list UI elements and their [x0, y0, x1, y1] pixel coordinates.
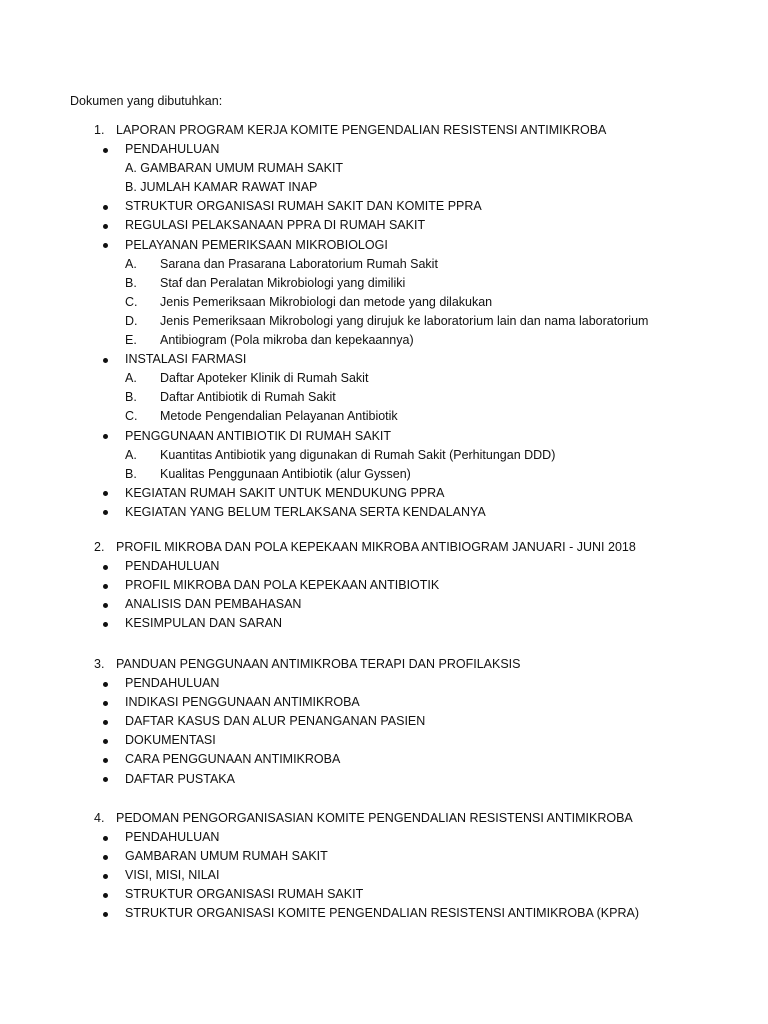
bullet-icon: [103, 622, 108, 627]
sub-item-letter: A.: [125, 447, 137, 462]
bullet-item: [0, 427, 768, 446]
bullet-item-text: PENDAHULUAN: [125, 676, 220, 691]
bullet-item-text: DAFTAR KASUS DAN ALUR PENANGANAN PASIEN: [125, 714, 426, 729]
sub-item: [0, 255, 768, 274]
bullet-icon: [103, 358, 108, 363]
bullet-item-text: VISI, MISI, NILAI: [125, 868, 220, 883]
section-title: LAPORAN PROGRAM KERJA KOMITE PENGENDALIAN RESISTENSI ANTIMIKROBA: [116, 123, 607, 137]
section-1: [0, 121, 768, 522]
sub-item-text: Jenis Pemeriksaan Mikrobiologi dan metode yang dilakukan: [160, 294, 493, 309]
bullet-icon: [103, 205, 108, 210]
sub-item: [0, 388, 768, 407]
bullet-icon: [103, 148, 108, 153]
bullet-item-text: CARA PENGGUNAAN ANTIMIKROBA: [125, 752, 341, 767]
section-number: 1.: [94, 123, 105, 137]
bullet-item: [0, 236, 768, 255]
section-title: PANDUAN PENGGUNAAN ANTIMIKROBA TERAPI DAN PROFILAKSIS: [116, 657, 521, 671]
bullet-icon: [103, 510, 108, 515]
sub-item-text: Jenis Pemeriksaan Mikrobologi yang dirujuk ke laboratorium lain dan nama laboratorium: [160, 313, 649, 328]
bullet-item: [0, 712, 768, 731]
bullet-item-text: DAFTAR PUSTAKA: [125, 771, 235, 786]
sub-item-letter: C.: [125, 409, 138, 424]
bullet-item: [0, 770, 768, 789]
sub-item-letter: D.: [125, 313, 138, 328]
sub-item-text: B. JUMLAH KAMAR RAWAT INAP: [125, 180, 318, 195]
bullet-icon: [103, 758, 108, 763]
bullet-item-text: STRUKTUR ORGANISASI RUMAH SAKIT: [125, 887, 364, 902]
bullet-item-text: KESIMPULAN DAN SARAN: [125, 616, 282, 631]
bullet-item: [0, 197, 768, 216]
bullet-item: [0, 350, 768, 369]
bullet-item-text: STRUKTUR ORGANISASI KOMITE PENGENDALIAN RESISTENSI ANTIMIKROBA (KPRA): [125, 906, 639, 921]
section-heading: [0, 655, 768, 674]
bullet-item-text: PENDAHULUAN: [125, 559, 220, 574]
bullet-item: [0, 904, 768, 923]
bullet-item: [0, 866, 768, 885]
sub-item-letter: B.: [125, 275, 137, 290]
bullet-icon: [103, 682, 108, 687]
sub-item-text: Kuantitas Antibiotik yang digunakan di Rumah Sakit (Perhitungan DDD): [160, 447, 556, 462]
sub-item-text: Metode Pengendalian Pelayanan Antibiotik: [160, 409, 398, 424]
bullet-icon: [103, 584, 108, 589]
bullet-item-text: KEGIATAN YANG BELUM TERLAKSANA SERTA KENDALANYA: [125, 504, 486, 519]
bullet-icon: [103, 912, 108, 917]
section-4: [0, 809, 768, 924]
sub-item-text: Daftar Antibiotik di Rumah Sakit: [160, 390, 336, 405]
intro-text: Dokumen yang dibutuhkan:: [70, 94, 223, 108]
bullet-item-text: PENDAHULUAN: [125, 830, 220, 845]
bullet-icon: [103, 243, 108, 248]
bullet-item-text: GAMBARAN UMUM RUMAH SAKIT: [125, 849, 328, 864]
sub-item-text: Kualitas Penggunaan Antibiotik (alur Gyssen): [160, 466, 411, 481]
sub-item: [0, 407, 768, 426]
sub-item: [0, 446, 768, 465]
sub-item: [0, 369, 768, 388]
bullet-icon: [103, 434, 108, 439]
bullet-item: [0, 674, 768, 693]
bullet-item-text: KEGIATAN RUMAH SAKIT UNTUK MENDUKUNG PPRA: [125, 485, 445, 500]
section-title: PEDOMAN PENGORGANISASIAN KOMITE PENGENDALIAN RESISTENSI ANTIMIKROBA: [116, 811, 633, 825]
sub-item-text: Sarana dan Prasarana Laboratorium Rumah Sakit: [160, 256, 438, 271]
bullet-item-text: INSTALASI FARMASI: [125, 352, 247, 367]
bullet-item: [0, 503, 768, 522]
section-number: 4.: [94, 811, 105, 825]
section-number: 3.: [94, 657, 105, 671]
sub-item: [0, 178, 768, 197]
bullet-icon: [103, 491, 108, 496]
bullet-item: [0, 885, 768, 904]
bullet-icon: [103, 893, 108, 898]
section-title: PROFIL MIKROBA DAN POLA KEPEKAAN MIKROBA ANTIBIOGRAM JANUARI - JUNI 2018: [116, 540, 636, 554]
bullet-item: [0, 595, 768, 614]
sub-item-letter: A.: [125, 256, 137, 271]
section-3: [0, 655, 768, 789]
sub-item-letter: C.: [125, 294, 138, 309]
sub-item: [0, 159, 768, 178]
bullet-item: [0, 140, 768, 159]
bullet-item: [0, 216, 768, 235]
sub-item-text: Daftar Apoteker Klinik di Rumah Sakit: [160, 371, 369, 386]
section-number: 2.: [94, 540, 105, 554]
bullet-item-text: INDIKASI PENGGUNAAN ANTIMIKROBA: [125, 695, 360, 710]
bullet-item-text: PENGGUNAAN ANTIBIOTIK DI RUMAH SAKIT: [125, 428, 392, 443]
sub-item-text: A. GAMBARAN UMUM RUMAH SAKIT: [125, 161, 344, 176]
bullet-item: [0, 847, 768, 866]
bullet-item-text: STRUKTUR ORGANISASI RUMAH SAKIT DAN KOMITE PPRA: [125, 199, 482, 214]
bullet-item-text: REGULASI PELAKSANAAN PPRA DI RUMAH SAKIT: [125, 218, 426, 233]
bullet-item: [0, 484, 768, 503]
bullet-icon: [103, 565, 108, 570]
sub-item-text: Antibiogram (Pola mikroba dan kepekaannya): [160, 333, 414, 348]
sub-item-letter: B.: [125, 466, 137, 481]
sub-item: [0, 293, 768, 312]
bullet-item: [0, 731, 768, 750]
sub-item-letter: B.: [125, 390, 137, 405]
bullet-icon: [103, 836, 108, 841]
sub-item-text: Staf dan Peralatan Mikrobiologi yang dimiliki: [160, 275, 406, 290]
bullet-icon: [103, 777, 108, 782]
bullet-icon: [103, 874, 108, 879]
bullet-item-text: ANALISIS DAN PEMBAHASAN: [125, 597, 302, 612]
bullet-item: [0, 828, 768, 847]
bullet-icon: [103, 224, 108, 229]
bullet-icon: [103, 603, 108, 608]
bullet-item-text: PENDAHULUAN: [125, 142, 220, 157]
sub-item-letter: E.: [125, 333, 137, 348]
sub-item: [0, 274, 768, 293]
bullet-icon: [103, 701, 108, 706]
bullet-icon: [103, 855, 108, 860]
sub-item: [0, 312, 768, 331]
sub-item: [0, 465, 768, 484]
bullet-item: [0, 614, 768, 633]
section-heading: [0, 538, 768, 557]
bullet-icon: [103, 739, 108, 744]
bullet-icon: [103, 720, 108, 725]
section-2: [0, 538, 768, 633]
bullet-item-text: PELAYANAN PEMERIKSAAN MIKROBIOLOGI: [125, 237, 388, 252]
bullet-item-text: PROFIL MIKROBA DAN POLA KEPEKAAN ANTIBIOTIK: [125, 578, 440, 593]
sub-item: [0, 331, 768, 350]
sub-item-letter: A.: [125, 371, 137, 386]
section-heading: [0, 121, 768, 140]
bullet-item: [0, 557, 768, 576]
bullet-item-text: DOKUMENTASI: [125, 733, 216, 748]
bullet-item: [0, 750, 768, 769]
bullet-item: [0, 693, 768, 712]
bullet-item: [0, 576, 768, 595]
section-heading: [0, 809, 768, 828]
